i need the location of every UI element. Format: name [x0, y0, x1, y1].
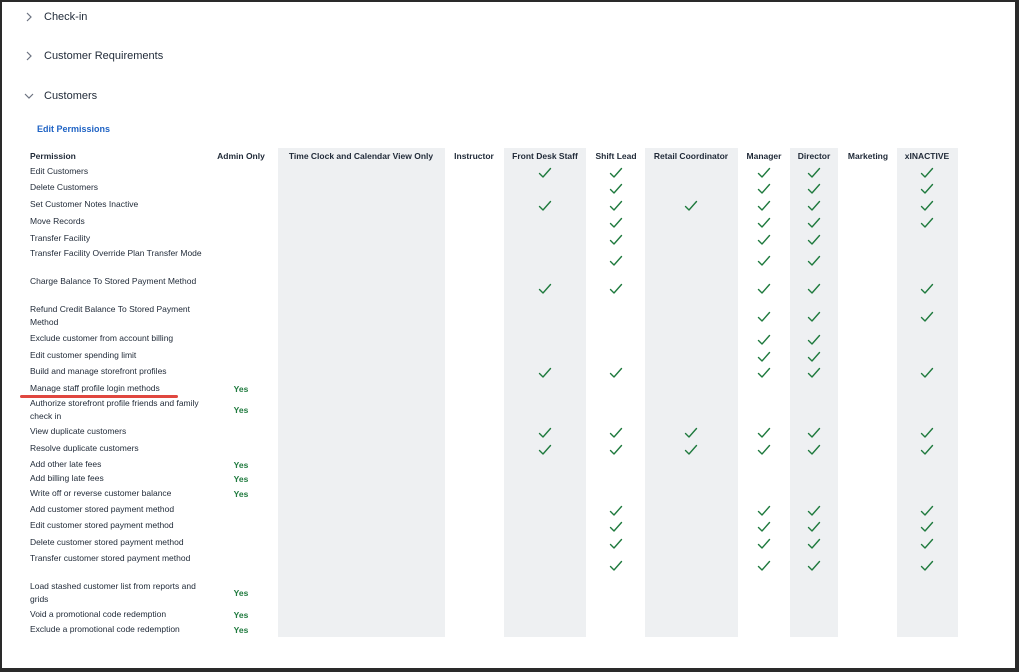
checkmark-icon: [609, 538, 623, 550]
admin-only-yes: Yes: [233, 473, 249, 484]
admin-only-yes: Yes: [233, 588, 249, 598]
checkmark-icon: [757, 217, 771, 229]
permission-label: Delete Customers: [30, 182, 99, 192]
checkmark-icon: [757, 521, 771, 533]
checkmark-icon: [538, 167, 552, 179]
checkmark-icon: [609, 367, 623, 379]
checkmark-icon: [920, 217, 934, 229]
checkmark-icon: [609, 505, 623, 517]
checkmark-icon: [609, 283, 623, 295]
permission-label: Transfer Facility Override Plan Transfer Mode: [30, 248, 202, 258]
checkmark-icon: [609, 234, 623, 246]
checkmark-icon: [684, 444, 698, 456]
checkmark-icon: [807, 283, 821, 295]
checkmark-icon: [807, 234, 821, 246]
column-shade: [645, 148, 738, 637]
checkmark-icon: [920, 521, 934, 533]
checkmark-icon: [920, 560, 934, 572]
checkmark-icon: [807, 521, 821, 533]
permission-label: Edit customer stored payment method: [30, 520, 174, 530]
checkmark-icon: [807, 217, 821, 229]
checkmark-icon: [807, 444, 821, 456]
checkmark-icon: [920, 183, 934, 195]
column-shade: [278, 148, 445, 637]
column-header: Admin Only: [217, 151, 265, 161]
checkmark-icon: [920, 505, 934, 517]
chevron-down-icon: [24, 91, 34, 101]
permission-label: Add billing late fees: [30, 473, 104, 483]
admin-only-yes: Yes: [233, 488, 249, 499]
permission-label: Manage staff profile login methods: [30, 383, 160, 393]
admin-only-yes: Yes: [233, 383, 249, 394]
admin-only-yes: Yes: [233, 405, 249, 415]
checkmark-icon: [684, 200, 698, 212]
chevron-right-icon: [24, 51, 34, 61]
column-shade: [504, 148, 586, 637]
permission-label: Refund Credit Balance To Stored Payment Method: [30, 304, 191, 327]
checkmark-icon: [757, 234, 771, 246]
permission-label: View duplicate customers: [30, 426, 127, 436]
checkmark-icon: [609, 167, 623, 179]
checkmark-icon: [920, 200, 934, 212]
admin-only-yes: Yes: [233, 459, 249, 470]
checkmark-icon: [807, 505, 821, 517]
checkmark-icon: [807, 427, 821, 439]
permission-label: Add other late fees: [30, 459, 102, 469]
checkmark-icon: [757, 538, 771, 550]
column-header: Time Clock and Calendar View Only: [288, 151, 434, 161]
permission-label: Load stashed customer list from reports and grids: [30, 581, 196, 604]
permission-label: Resolve duplicate customers: [30, 443, 139, 453]
section-check-in[interactable]: [24, 11, 87, 23]
checkmark-icon: [920, 167, 934, 179]
column-header: xINACTIVE: [904, 151, 950, 161]
checkmark-icon: [609, 200, 623, 212]
checkmark-icon: [757, 427, 771, 439]
checkmark-icon: [757, 351, 771, 363]
checkmark-icon: [757, 255, 771, 267]
permission-label: Void a promotional code redemption: [30, 609, 167, 619]
column-header: Director: [797, 151, 831, 161]
section-label: Customer Requirements: [44, 50, 164, 62]
checkmark-icon: [757, 200, 771, 212]
permission-label: Exclude customer from account billing: [30, 333, 174, 343]
permission-label: Set Customer Notes Inactive: [30, 199, 139, 209]
checkmark-icon: [807, 311, 821, 323]
checkmark-icon: [920, 538, 934, 550]
checkmark-icon: [609, 255, 623, 267]
checkmark-icon: [609, 444, 623, 456]
permission-label: Transfer customer stored payment method: [30, 553, 191, 563]
checkmark-icon: [920, 283, 934, 295]
permission-label: Authorize storefront profile friends and family check in: [30, 398, 199, 421]
checkmark-icon: [757, 367, 771, 379]
column-header: Instructor: [454, 151, 494, 161]
checkmark-icon: [757, 167, 771, 179]
permission-label: Move Records: [30, 216, 85, 226]
permission-label: Exclude a promotional code redemption: [30, 624, 180, 634]
section-label: Customers: [44, 90, 98, 102]
checkmark-icon: [757, 505, 771, 517]
permission-label: Transfer Facility: [30, 233, 91, 243]
checkmark-icon: [757, 444, 771, 456]
checkmark-icon: [807, 167, 821, 179]
column-header: Manager: [746, 151, 782, 161]
checkmark-icon: [609, 427, 623, 439]
checkmark-icon: [757, 311, 771, 323]
checkmark-icon: [609, 183, 623, 195]
checkmark-icon: [807, 560, 821, 572]
checkmark-icon: [538, 200, 552, 212]
column-header: Permission: [30, 151, 76, 161]
section-customer-requirements[interactable]: [24, 50, 163, 62]
permission-label: Charge Balance To Stored Payment Method: [30, 276, 197, 286]
permission-label: Write off or reverse customer balance: [30, 488, 172, 498]
checkmark-icon: [807, 200, 821, 212]
checkmark-icon: [609, 560, 623, 572]
checkmark-icon: [609, 521, 623, 533]
permission-label: Edit Customers: [30, 166, 89, 176]
checkmark-icon: [757, 560, 771, 572]
checkmark-icon: [920, 311, 934, 323]
admin-only-yes: Yes: [233, 609, 249, 620]
permission-label: Delete customer stored payment method: [30, 537, 184, 547]
annotation-underline: [20, 395, 178, 398]
permission-label: Add customer stored payment method: [30, 504, 175, 514]
column-header: Shift Lead: [595, 151, 637, 161]
checkmark-icon: [920, 444, 934, 456]
checkmark-icon: [609, 217, 623, 229]
checkmark-icon: [757, 334, 771, 346]
section-label: Check-in: [44, 11, 88, 23]
checkmark-icon: [807, 183, 821, 195]
admin-only-yes: Yes: [233, 624, 249, 635]
section-customers[interactable]: [24, 90, 97, 102]
checkmark-icon: [920, 427, 934, 439]
checkmark-icon: [807, 538, 821, 550]
checkmark-icon: [757, 283, 771, 295]
permission-label: Edit customer spending limit: [30, 350, 137, 360]
chevron-right-icon: [24, 12, 34, 22]
column-header: Front Desk Staff: [512, 151, 578, 161]
column-header: Marketing: [847, 151, 889, 161]
checkmark-icon: [920, 367, 934, 379]
checkmark-icon: [757, 183, 771, 195]
column-header: Retail Coordinator: [653, 151, 729, 161]
checkmark-icon: [538, 444, 552, 456]
permission-label: Build and manage storefront profiles: [30, 366, 167, 376]
checkmark-icon: [807, 351, 821, 363]
checkmark-icon: [807, 334, 821, 346]
checkmark-icon: [538, 367, 552, 379]
checkmark-icon: [538, 283, 552, 295]
checkmark-icon: [807, 255, 821, 267]
checkmark-icon: [807, 367, 821, 379]
checkmark-icon: [538, 427, 552, 439]
edit-permissions-link[interactable]: Edit Permissions: [37, 124, 111, 134]
checkmark-icon: [684, 427, 698, 439]
